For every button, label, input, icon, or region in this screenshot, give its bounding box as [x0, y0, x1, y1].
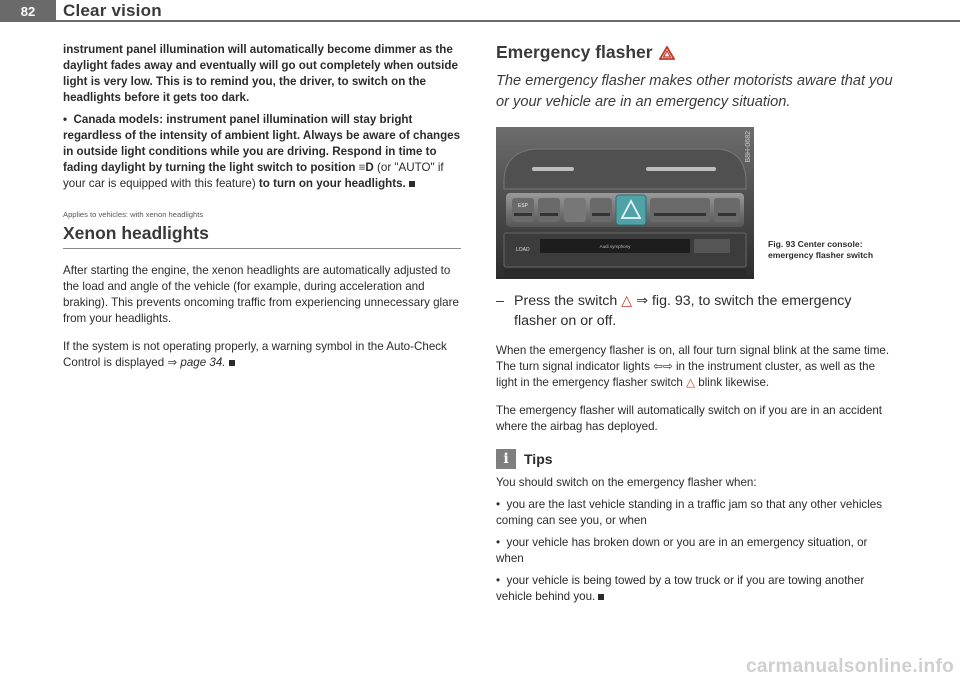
- intro-text: The emergency flasher makes other motorists aware that you or your vehicle are in an emergency situation.: [496, 73, 893, 110]
- hazard-triangle-icon: △: [621, 293, 633, 309]
- right-column: [496, 42, 896, 605]
- turn-signal-icon: ⇦⇨: [653, 360, 673, 373]
- left-column: [63, 42, 463, 371]
- illumination-paragraph: instrument panel illumination will automatically become dimmer as the daylight fades away and eventually will go out completely when outside light is very low. This is to remind you, the driver, to switch on the headlights before it gets too dark.: [63, 43, 458, 104]
- figure-code: B8H-0682: [745, 131, 752, 163]
- xenon-paragraph-2: If the system is not operating properly, a warning symbol in the Auto-Check Control is displayed ⇒ page 34.: [63, 340, 447, 369]
- page-number: 82: [0, 0, 56, 22]
- hazard-triangle-icon: △: [686, 376, 696, 389]
- chapter-title: Clear vision: [63, 1, 162, 20]
- bullet-icon: •: [496, 574, 507, 587]
- load-label: LOAD: [516, 247, 530, 253]
- list-item: • you are the last vehicle standing in a traffic jam so that any other vehicles coming can see you, or when: [496, 498, 883, 527]
- bullet-icon: •: [63, 113, 74, 126]
- tips-list: [496, 475, 896, 605]
- page-reference-link[interactable]: page 34.: [180, 356, 226, 369]
- xenon-paragraph-1: After starting the engine, the xenon headlights are automatically adjusted to the load and angle of the vehicle (for example, during acceleration and braking). This prevents oncoming traffic from experiencing unnecessary glare from your headlights.: [63, 264, 459, 325]
- figure-93: [496, 127, 896, 279]
- header-rule: [56, 20, 960, 22]
- end-mark-icon: [409, 181, 415, 187]
- flasher-paragraph-1: When the emergency flasher is on, all four turn signal blink at the same time. The turn signal indicator lights ⇦⇨ in the instrument cluster, as well as the light in the emergency flasher switch △ blink likewise.: [496, 344, 890, 389]
- instruction-step: – Press the switch △ ⇒ fig. 93, to switch the emergency flasher on or off.: [496, 293, 852, 329]
- tips-intro: You should switch on the emergency flasher when:: [496, 476, 757, 489]
- xenon-heading: Xenon headlights: [63, 223, 461, 249]
- watermark: carmanualsonline.info: [746, 656, 954, 677]
- emergency-flasher-heading: Emergency flasher: [496, 42, 894, 67]
- bullet-icon: •: [496, 536, 507, 549]
- list-item: • your vehicle is being towed by a tow truck or if you are towing another vehicle behind you.: [496, 574, 865, 603]
- reference-arrow-icon: ⇒: [167, 356, 178, 369]
- center-console-photo: [496, 127, 754, 279]
- info-icon: i: [496, 449, 516, 469]
- figure-reference-link[interactable]: fig. 93,: [651, 293, 695, 309]
- reference-arrow-icon: ⇒: [636, 293, 649, 309]
- applies-to-note: Applies to vehicles: with xenon headlights: [63, 210, 204, 219]
- list-item: • your vehicle has broken down or you are in an emergency situation, or when: [496, 536, 868, 565]
- hazard-triangle-icon: [659, 46, 675, 60]
- radio-display-text: Audi symphony: [599, 244, 631, 249]
- end-mark-icon: [598, 594, 604, 600]
- end-mark-icon: [229, 360, 235, 366]
- esp-label: ESP: [517, 203, 529, 209]
- light-switch-auto-icon: ≡D: [358, 161, 374, 174]
- canada-paragraph: • Canada models: instrument panel illumination will stay bright regardless of the intensity of ambient light. Always be aware of changes in outside light conditions while you are driving. Respond in time to fading daylight by turning the light switch to position ≡D (or "AUTO" if your car is equipped with this feature) to turn on your headlights.: [63, 113, 461, 190]
- bullet-icon: •: [496, 498, 507, 511]
- flasher-paragraph-2: The emergency flasher will automatically switch on if you are in an accident where the airbag has deployed.: [496, 404, 882, 433]
- tips-heading: i Tips: [496, 449, 896, 469]
- figure-caption: Fig. 93 Center console: emergency flasher switch: [768, 239, 874, 260]
